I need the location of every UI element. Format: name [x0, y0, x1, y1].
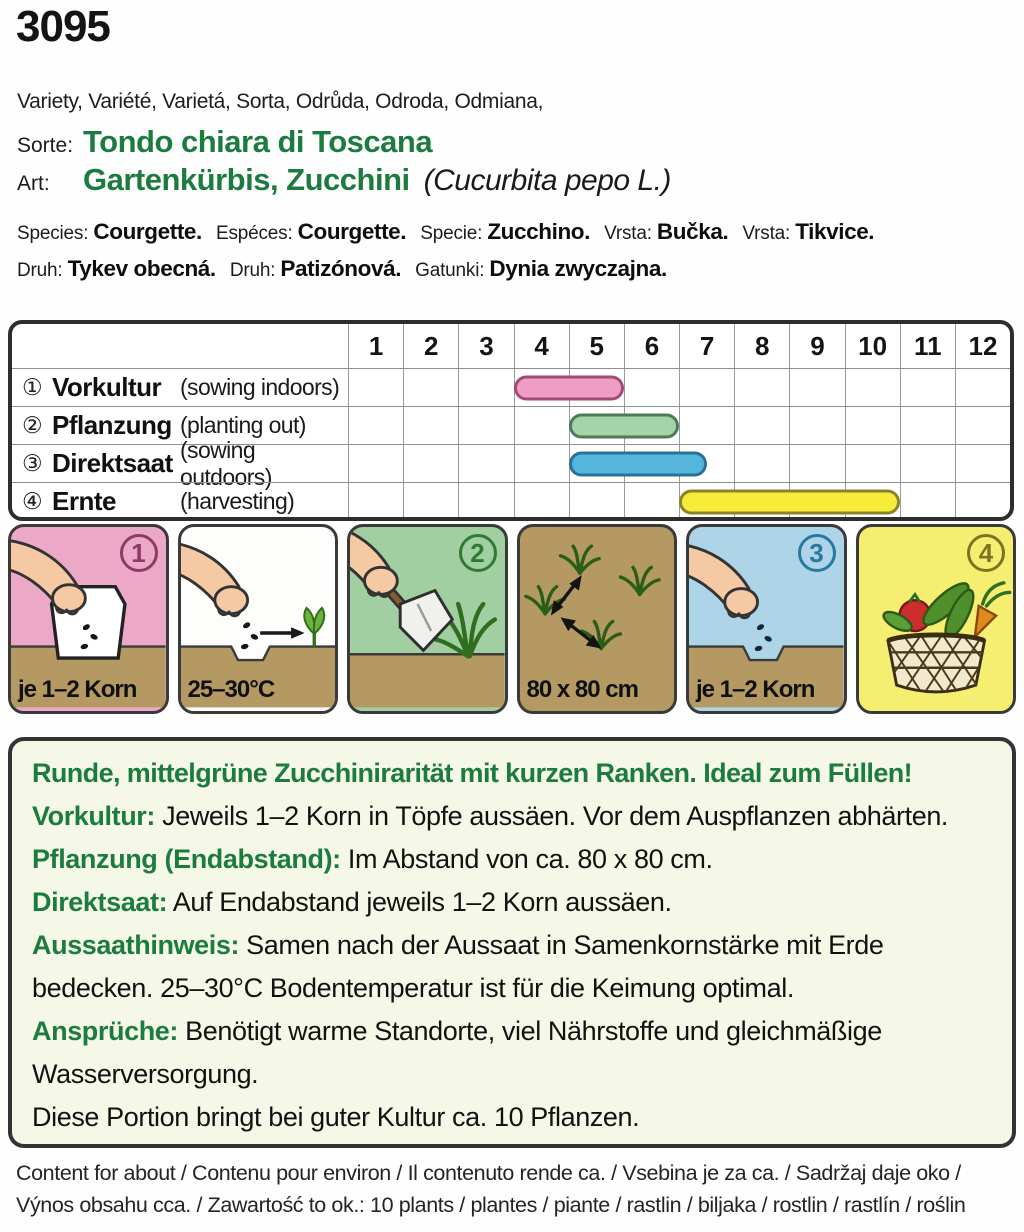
hand-icon [350, 527, 397, 597]
description-headline: Runde, mittelgrüne Zucchinirarität mit kurzen Ranken. Ideal zum Füllen! [32, 758, 913, 788]
calendar-row-ernte: ④ Ernte (harvesting) [12, 482, 1010, 520]
pictogram-caption: 25–30°C [187, 676, 275, 703]
culture-instructions-box [8, 737, 1016, 1148]
sorte-label: Sorte: [17, 134, 74, 157]
month-10: 10 [845, 324, 900, 368]
sorte-row [17, 124, 432, 160]
month-12: 12 [955, 324, 1010, 368]
paragraph-aussaathinweis: Aussaathinweis: Samen nach der Aussaat in Samenkornstärke mit Erde bedecken. 25–30°C Bodentemperatur ist für die Keimung optimal. [32, 930, 884, 1003]
species-common-name: Gartenkürbis, Zucchini [83, 162, 410, 197]
paragraph-pflanzung: Pflanzung (Endabstand): Im Abstand von ca. 80 x 80 cm. [32, 844, 713, 874]
month-4: 4 [514, 324, 569, 368]
step-3-badge: 3 [798, 534, 836, 572]
pictogram-germination-temp [178, 524, 339, 714]
sowing-calendar-table [8, 320, 1014, 521]
month-3: 3 [458, 324, 513, 368]
pictogram-sow-in-pot [8, 524, 169, 714]
calendar-row-direktsaat: ③ Direktsaat (sowing outdoors) [12, 444, 1010, 482]
row-number-icon: ② [22, 412, 43, 438]
latin-name: (Cucurbita pepo L.) [423, 164, 671, 197]
seeds-icon [240, 621, 259, 650]
row-number-icon: ④ [22, 488, 43, 514]
hand-icon [689, 544, 758, 618]
pictogram-caption: je 1–2 Korn [18, 676, 137, 703]
hand-icon [181, 542, 248, 616]
month-8: 8 [734, 324, 789, 368]
art-row [17, 162, 671, 198]
species-line-1: Species: Courgette. Espéces: Courgette. Specie: Zucchino. Vrsta: Bučka. Vrsta: Tikvice. [17, 219, 875, 244]
pictogram-caption: 80 x 80 cm [526, 676, 638, 703]
plant-icon [525, 546, 658, 648]
calendar-row-pflanzung: ② Pflanzung (planting out) [12, 406, 1010, 444]
pictogram-spacing [517, 524, 678, 714]
content-note-line-2: Výnos obsahu cca. / Zawartość to ok.: 10 plants / plantes / piante / rastlin / biljaka / rostlin / rastlín / roślin [16, 1193, 966, 1217]
month-2: 2 [403, 324, 458, 368]
row-number-icon: ③ [22, 450, 43, 476]
content-note-line-1: Content for about / Contenu pour environ / Il contenuto rende ca. / Vsebina je za ca. / Sadržaj daje oko / [16, 1161, 961, 1185]
species-line-2: Druh: Tykev obecná. Druh: Patizónová. Gatunki: Dynia zwyczajna. [17, 256, 667, 281]
pictogram-caption: je 1–2 Korn [696, 676, 815, 703]
pictogram-direct-sowing [686, 524, 847, 714]
hand-icon [11, 540, 85, 614]
ernte-period-bar [679, 489, 900, 514]
calendar-row-vorkultur: ① Vorkultur (sowing indoors) [12, 368, 1010, 406]
calendar-month-header [12, 324, 1010, 368]
direktsaat-period-bar [569, 451, 707, 476]
month-9: 9 [789, 324, 844, 368]
month-11: 11 [900, 324, 955, 368]
month-6: 6 [624, 324, 679, 368]
content-note [16, 1157, 1016, 1221]
spacing-arrows-icon [550, 575, 600, 648]
variety-languages-line: Variety, Variété, Varietá, Sorta, Odrůda, Odroda, Odmiana, [17, 90, 544, 113]
variety-name: Tondo chiara di Toscana [83, 124, 433, 159]
paragraph-portion: Diese Portion bringt bei guter Kultur ca. 10 Pflanzen. [32, 1102, 640, 1132]
seeds-icon [754, 623, 773, 652]
step-2-badge: 2 [459, 534, 497, 572]
vorkultur-period-bar [514, 375, 624, 400]
step-1-badge: 1 [120, 534, 158, 572]
month-5: 5 [569, 324, 624, 368]
month-1: 1 [348, 324, 403, 368]
month-7: 7 [679, 324, 734, 368]
paragraph-vorkultur: Vorkultur: Jeweils 1–2 Korn in Töpfe aussäen. Vor dem Auspflanzen abhärten. [32, 801, 949, 831]
basket-icon [878, 627, 996, 706]
arrow-right-icon [260, 627, 304, 639]
pictogram-planting-out [347, 524, 508, 714]
paragraph-ansprueche: Ansprüche: Benötigt warme Standorte, viel Nährstoffe und gleichmäßige Wasserversorgung. [32, 1016, 882, 1089]
pictogram-strip [8, 524, 1016, 714]
pictogram-harvest [856, 524, 1017, 714]
sprout-icon [304, 608, 324, 647]
article-number: 3095 [16, 2, 110, 51]
row-number-icon: ① [22, 374, 43, 400]
vegetables-icon [880, 577, 1009, 640]
pflanzung-period-bar [569, 413, 679, 438]
art-label: Art: [17, 172, 50, 195]
step-4-badge: 4 [967, 534, 1005, 572]
paragraph-direktsaat: Direktsaat: Auf Endabstand jeweils 1–2 Korn aussäen. [32, 887, 672, 917]
